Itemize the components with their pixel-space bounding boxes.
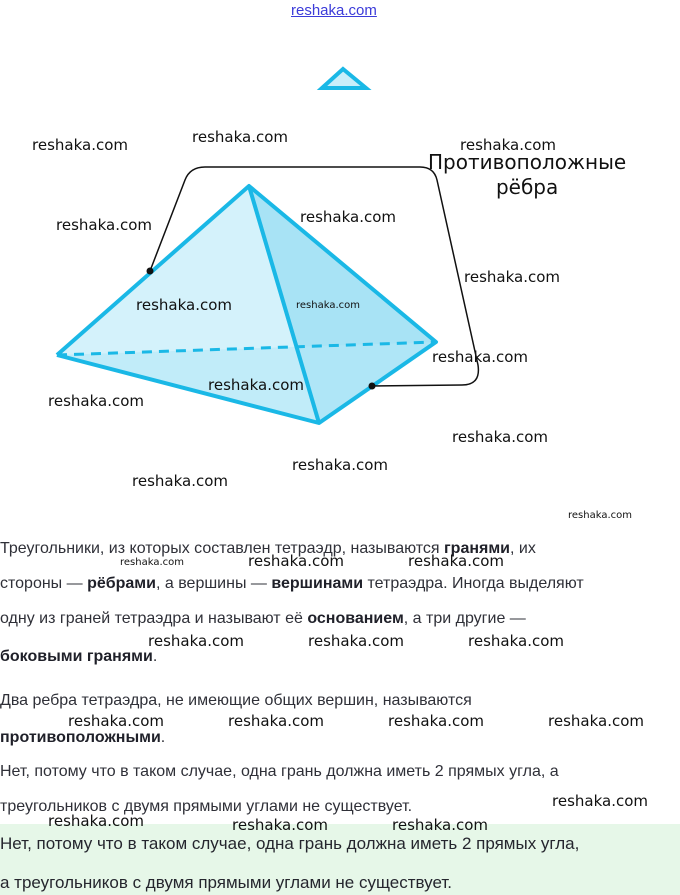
- text-run: .: [160, 729, 166, 746]
- term-lateral-faces: боковыми гранями: [0, 648, 153, 665]
- p2-line1: Два ребра тетраэдра, не имеющие общих вершин, называются: [0, 692, 472, 709]
- watermark: reshaka.com: [568, 510, 632, 521]
- watermark: reshaka.com: [296, 300, 360, 311]
- watermark: reshaka.com: [228, 712, 324, 730]
- text-run: тетраэдра. Иногда выделяют: [363, 575, 584, 592]
- text-run: .: [152, 648, 158, 665]
- watermark: reshaka.com: [432, 348, 528, 366]
- p2-line2: [0, 729, 165, 747]
- watermark: reshaka.com: [32, 136, 128, 154]
- watermark: reshaka.com: [232, 816, 328, 834]
- watermark: reshaka.com: [408, 552, 504, 570]
- text-run: , их: [510, 540, 536, 557]
- watermark: reshaka.com: [548, 712, 644, 730]
- watermark: reshaka.com: [68, 712, 164, 730]
- text-run: стороны —: [0, 575, 88, 592]
- watermark: reshaka.com: [136, 296, 232, 314]
- watermark: reshaka.com: [388, 712, 484, 730]
- answer-line2: а треугольников с двумя прямыми углами не существует.: [0, 873, 452, 892]
- callout-line1: Противоположные: [428, 150, 627, 174]
- watermark: reshaka.com: [552, 792, 648, 810]
- watermark: reshaka.com: [248, 552, 344, 570]
- text-run: Треугольники, из которых составлен тетраэдр, называются: [0, 540, 444, 557]
- watermark: reshaka.com: [460, 136, 556, 154]
- p1-line2: [0, 575, 584, 593]
- p1-line3: [0, 610, 526, 628]
- watermark: reshaka.com: [56, 216, 152, 234]
- watermark: reshaka.com: [132, 472, 228, 490]
- edge-marker-dot: [369, 383, 376, 390]
- watermark: reshaka.com: [148, 632, 244, 650]
- watermark: reshaka.com: [208, 376, 304, 394]
- watermark: reshaka.com: [120, 557, 184, 568]
- term-opposite: противоположными: [0, 729, 161, 746]
- watermark: reshaka.com: [292, 456, 388, 474]
- edge-marker-dot: [147, 268, 154, 275]
- watermark: reshaka.com: [392, 816, 488, 834]
- callout-label: [428, 150, 626, 200]
- watermark: reshaka.com: [48, 812, 144, 830]
- top-watermark-link[interactable]: reshaka.com: [291, 2, 377, 19]
- watermark: reshaka.com: [468, 632, 564, 650]
- text-run: , а три другие —: [403, 610, 526, 627]
- text-run: одну из граней тетраэдра и называют её: [0, 610, 308, 627]
- watermark: reshaka.com: [308, 632, 404, 650]
- p3-line1: Нет, потому что в таком случае, одна грань должна иметь 2 прямых угла, а: [0, 763, 559, 780]
- term-vertices: вершинами: [271, 575, 364, 592]
- watermark: reshaka.com: [192, 128, 288, 146]
- answer-line1: Нет, потому что в таком случае, одна грань должна иметь 2 прямых угла,: [0, 834, 580, 853]
- watermark: reshaka.com: [452, 428, 548, 446]
- cropped-apex-shape: [322, 69, 366, 88]
- p1-line4: [0, 648, 157, 666]
- term-faces: гранями: [444, 540, 511, 557]
- p3-line2: треугольников с двумя прямыми углами не существует.: [0, 798, 413, 815]
- text-run: , а вершины —: [155, 575, 272, 592]
- watermark: reshaka.com: [48, 392, 144, 410]
- watermark: reshaka.com: [300, 208, 396, 226]
- watermark: reshaka.com: [464, 268, 560, 286]
- term-edges: рёбрами: [87, 575, 156, 592]
- callout-line2: рёбра: [495, 175, 559, 199]
- term-base: основанием: [307, 610, 404, 627]
